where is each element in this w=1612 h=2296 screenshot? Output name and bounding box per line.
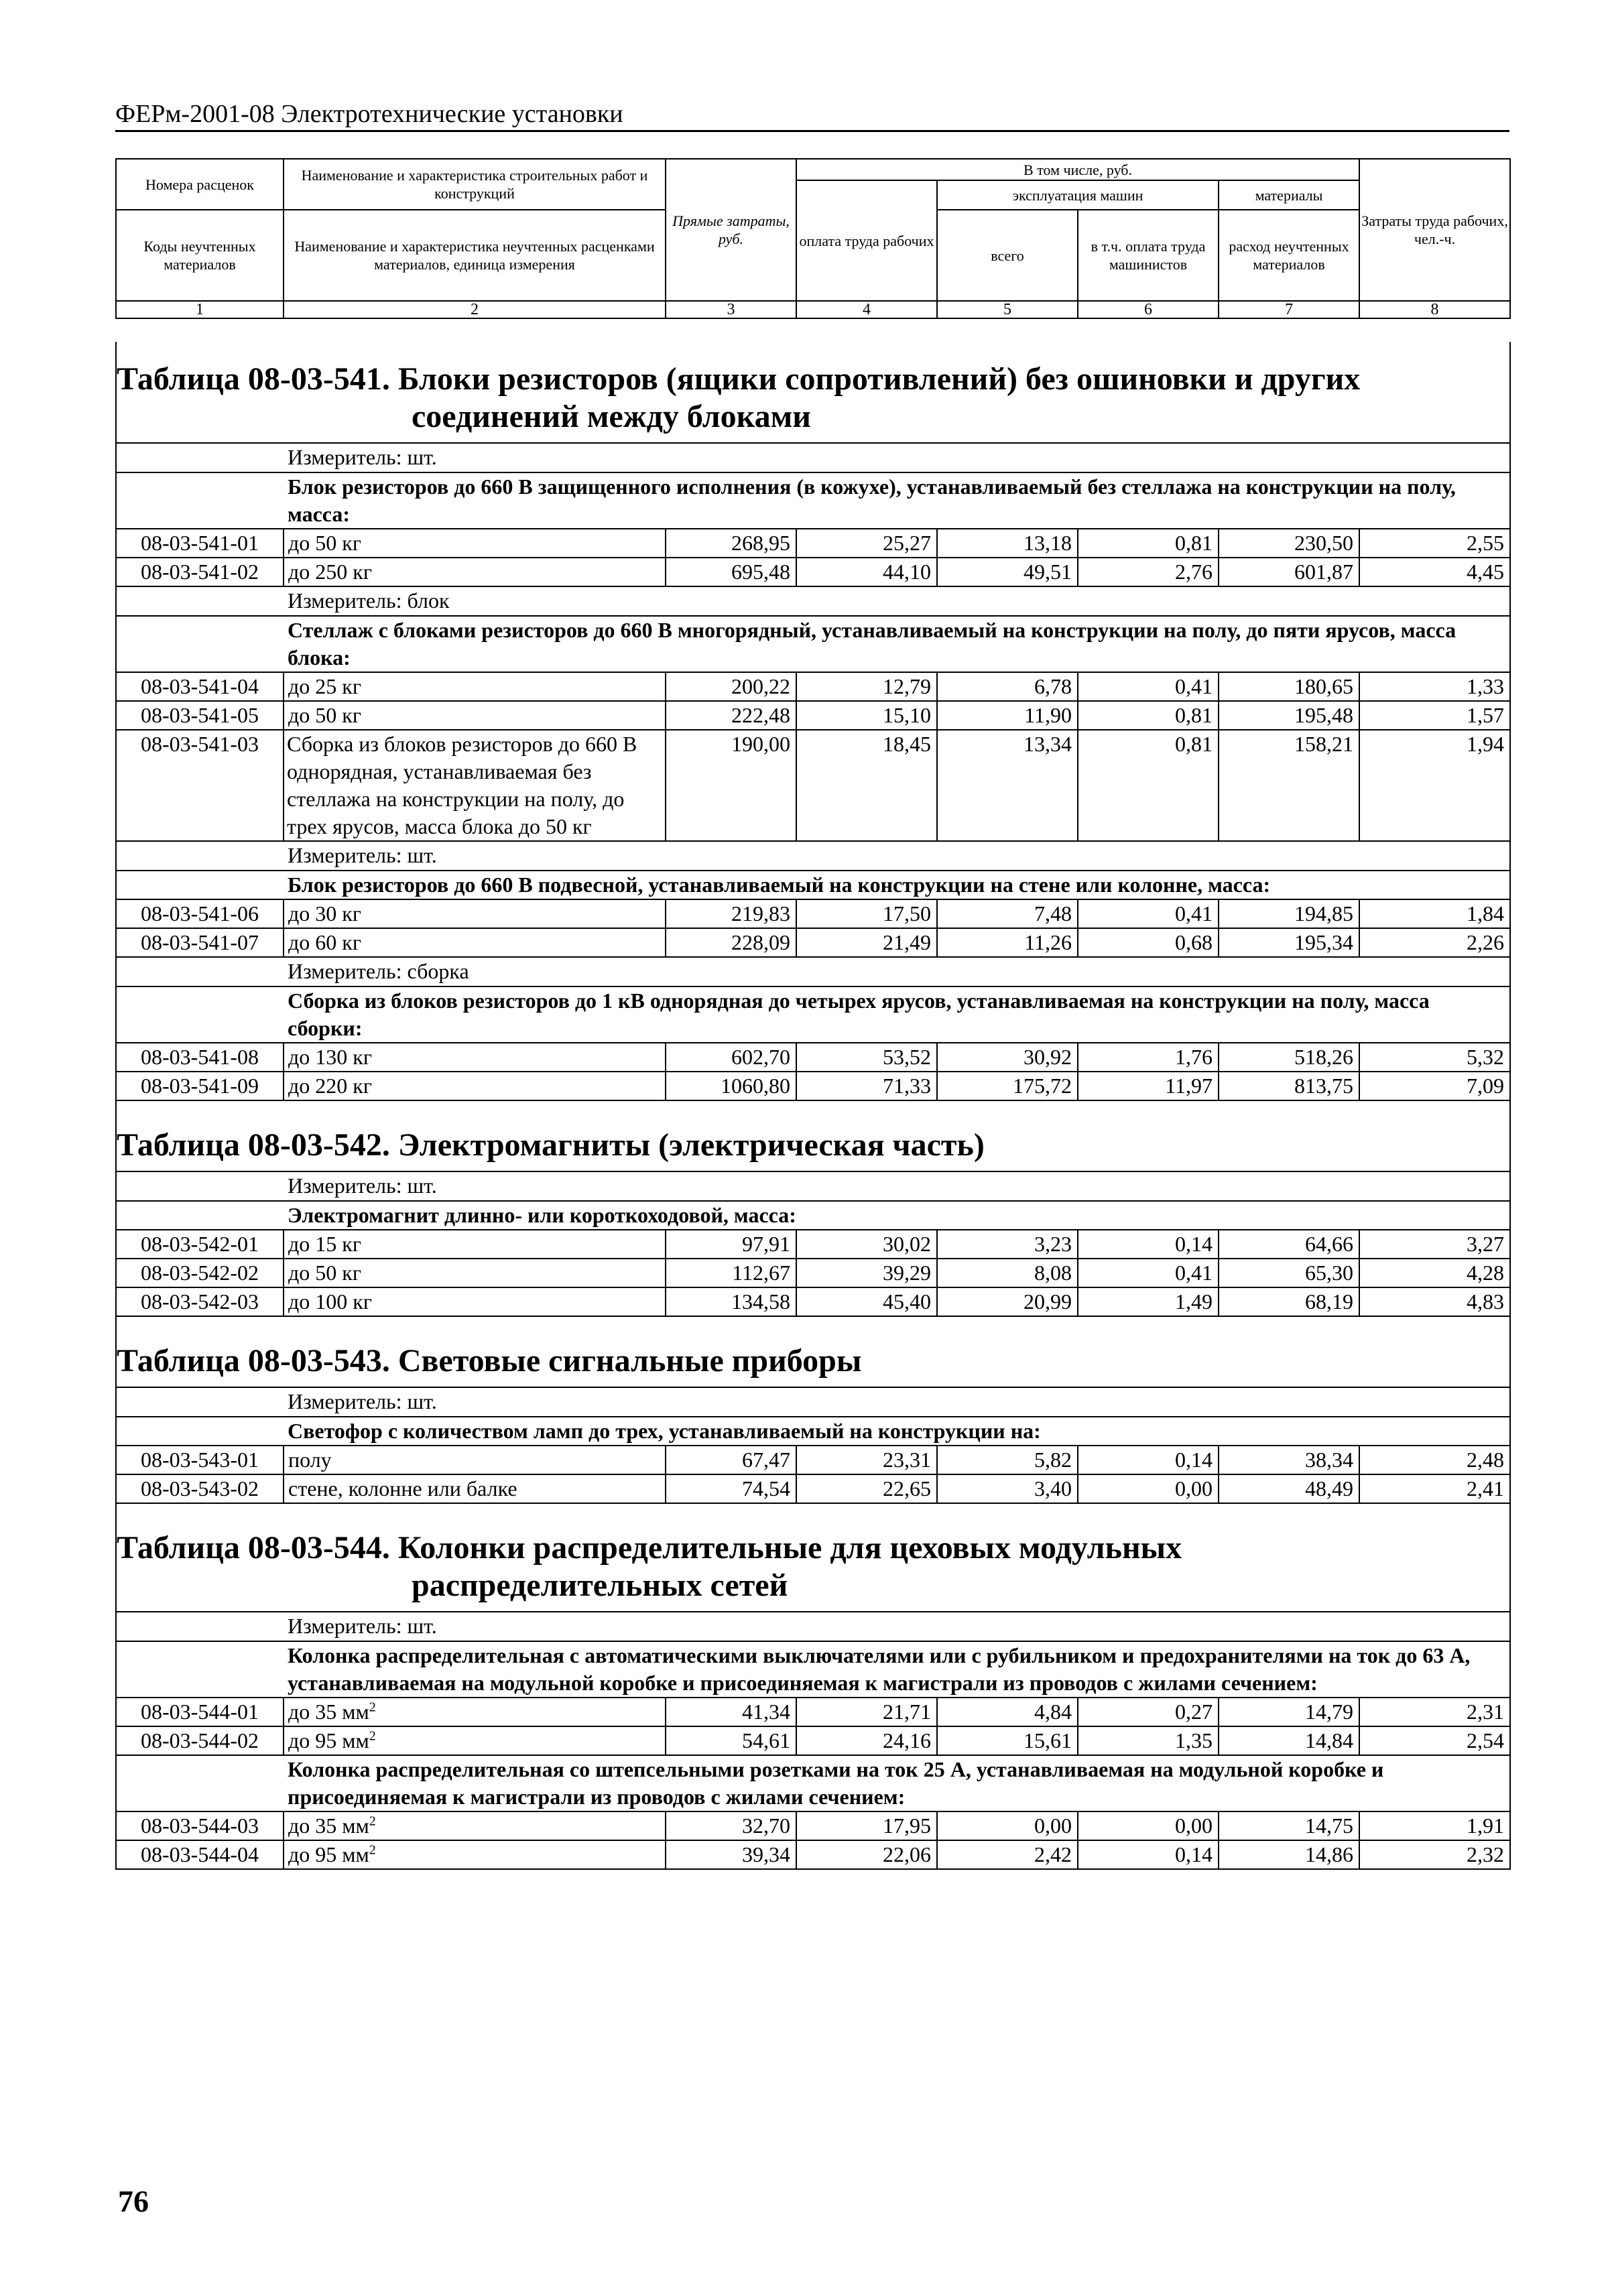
- value-c3: 190,00: [666, 730, 796, 841]
- table-title-cell: [116, 342, 1510, 443]
- value-c3: 219,83: [666, 899, 796, 928]
- value-c4: 21,71: [796, 1698, 937, 1726]
- rate-name-text: до 50 кг: [288, 1261, 361, 1285]
- header-number: 3: [666, 301, 796, 318]
- value-c4: 30,02: [796, 1230, 937, 1259]
- rate-name: [284, 1230, 666, 1259]
- table-title: [116, 1511, 1510, 1612]
- value-c4: 15,10: [796, 701, 937, 730]
- measure-blank: [116, 443, 284, 472]
- header-number: 5: [937, 301, 1078, 318]
- rate-code: 08-03-544-02: [116, 1726, 284, 1755]
- group-heading: Колонка распределительная с автоматическими выключателями или с рубильником и предохранителями на ток до 63 А, устанавливаемая на модульной коробке и присоединяемая к магистрали из проводов с жилами сечением:: [284, 1641, 1510, 1698]
- rates-table: [115, 342, 1511, 1870]
- table-title-cell: [116, 1108, 1510, 1171]
- value-c7: 14,84: [1219, 1726, 1359, 1755]
- section-spacer: [116, 1100, 1510, 1108]
- value-c5: 49,51: [937, 558, 1078, 586]
- value-c6: 0,00: [1078, 1811, 1219, 1840]
- value-c8: 2,55: [1359, 529, 1510, 558]
- value-c7: 230,50: [1219, 529, 1359, 558]
- value-c7: 195,34: [1219, 928, 1359, 957]
- rate-name: [284, 701, 666, 730]
- rate-name-text: стене, колонне или балке: [288, 1476, 517, 1501]
- value-c5: 20,99: [937, 1287, 1078, 1316]
- table-title-line1: Таблица 08-03-541. Блоки резисторов (ящики сопротивлений) без ошиновки и других: [117, 361, 1361, 397]
- table-row: [116, 1840, 1510, 1869]
- measure-unit-row: [116, 957, 1510, 986]
- value-c6: 0,41: [1078, 1259, 1219, 1287]
- value-c7: 65,30: [1219, 1259, 1359, 1287]
- table-row: [116, 1474, 1510, 1503]
- header-number: 2: [284, 301, 666, 318]
- value-c7: 180,65: [1219, 672, 1359, 701]
- section-spacer: [116, 1316, 1510, 1324]
- value-c7: 64,66: [1219, 1230, 1359, 1259]
- measure-blank: [116, 1387, 284, 1417]
- measure-blank: [116, 586, 284, 616]
- table-title-line1: Таблица 08-03-542. Электромагниты (электрическая часть): [117, 1127, 985, 1163]
- table-row: [116, 1698, 1510, 1726]
- rate-name-text: Сборка из блоков резисторов до 660 В однорядная, устанавливаемая без стеллажа на конструкции на полу, до трех ярусов, масса блока до 50 кг: [287, 732, 637, 838]
- value-c7: 195,48: [1219, 701, 1359, 730]
- rate-name-text: полу: [288, 1448, 332, 1472]
- measure-unit: Измеритель: блок: [284, 586, 1510, 616]
- rate-code: 08-03-543-02: [116, 1474, 284, 1503]
- measure-unit-row: [116, 443, 1510, 472]
- table-row: [116, 701, 1510, 730]
- value-c4: 12,79: [796, 672, 937, 701]
- group-heading: Блок резисторов до 660 В защищенного исполнения (в кожухе), устанавливаемый без стеллажа на конструкции на полу, масса:: [284, 472, 1510, 529]
- measure-blank: [116, 957, 284, 986]
- value-c6: 0,41: [1078, 672, 1219, 701]
- table-title-line1: Таблица 08-03-544. Колонки распределительные для цеховых модульных: [117, 1530, 1182, 1566]
- measure-blank: [116, 841, 284, 871]
- rate-name: [284, 899, 666, 928]
- value-c8: 2,41: [1359, 1474, 1510, 1503]
- rate-name-text: до 95 мм: [288, 1842, 369, 1866]
- header-col3: Прямые затраты, руб.: [666, 159, 796, 301]
- group-blank: [116, 1641, 284, 1698]
- value-c4: 39,29: [796, 1259, 937, 1287]
- value-c3: 39,34: [666, 1840, 796, 1869]
- measure-unit-row: [116, 841, 1510, 871]
- value-c5: 3,40: [937, 1474, 1078, 1503]
- measure-unit: Измеритель: шт.: [284, 1612, 1510, 1641]
- value-c4: 22,06: [796, 1840, 937, 1869]
- value-c6: 0,00: [1078, 1474, 1219, 1503]
- value-c4: 21,49: [796, 928, 937, 957]
- value-c3: 200,22: [666, 672, 796, 701]
- value-c4: 71,33: [796, 1072, 937, 1100]
- value-c4: 17,50: [796, 899, 937, 928]
- value-c8: 1,33: [1359, 672, 1510, 701]
- group-heading-row: [116, 1417, 1510, 1446]
- group-heading: Стеллаж с блоками резисторов до 660 В многорядный, устанавливаемый на конструкции на полу, до пяти ярусов, масса блока:: [284, 616, 1510, 672]
- rate-name: [284, 1259, 666, 1287]
- value-c3: 54,61: [666, 1726, 796, 1755]
- header-col5: всего: [937, 210, 1078, 301]
- group-heading-row: [116, 1755, 1510, 1811]
- measure-blank: [116, 1612, 284, 1641]
- value-c7: 38,34: [1219, 1446, 1359, 1474]
- rate-name-text: до 250 кг: [288, 560, 372, 584]
- table-row: [116, 1446, 1510, 1474]
- header-number: 8: [1359, 301, 1510, 318]
- header-col1-top: Номера расценок: [116, 159, 284, 210]
- value-c6: 1,35: [1078, 1726, 1219, 1755]
- value-c8: 7,09: [1359, 1072, 1510, 1100]
- header-col4: оплата труда рабочих: [796, 180, 937, 301]
- header-materials-label: материалы: [1219, 180, 1359, 210]
- value-c6: 0,81: [1078, 701, 1219, 730]
- rate-code: 08-03-541-05: [116, 701, 284, 730]
- page-number: 76: [118, 2184, 149, 2218]
- value-c3: 1060,80: [666, 1072, 796, 1100]
- value-c8: 2,26: [1359, 928, 1510, 957]
- rate-name: [284, 928, 666, 957]
- group-heading-row: [116, 871, 1510, 899]
- rate-name-text: до 35 мм: [288, 1813, 369, 1838]
- rate-code: 08-03-542-01: [116, 1230, 284, 1259]
- value-c6: 1,49: [1078, 1287, 1219, 1316]
- rate-name: [284, 1446, 666, 1474]
- value-c4: 23,31: [796, 1446, 937, 1474]
- rate-code: 08-03-541-04: [116, 672, 284, 701]
- group-blank: [116, 871, 284, 899]
- value-c3: 112,67: [666, 1259, 796, 1287]
- value-c3: 67,47: [666, 1446, 796, 1474]
- value-c6: 0,81: [1078, 730, 1219, 841]
- measure-unit-row: [116, 1387, 1510, 1417]
- section-spacer: [116, 1503, 1510, 1511]
- spacer-cell: [116, 1100, 1510, 1108]
- value-c5: 2,42: [937, 1840, 1078, 1869]
- rate-name-text: до 50 кг: [288, 531, 361, 555]
- value-c5: 6,78: [937, 672, 1078, 701]
- rate-name-text: до 130 кг: [288, 1045, 372, 1069]
- value-c8: 4,28: [1359, 1259, 1510, 1287]
- measure-unit: Измеритель: шт.: [284, 1387, 1510, 1417]
- value-c6: 0,41: [1078, 899, 1219, 928]
- rate-name: [284, 1474, 666, 1503]
- rate-code: 08-03-541-03: [116, 730, 284, 841]
- value-c7: 14,75: [1219, 1811, 1359, 1840]
- rate-name-text: до 30 кг: [288, 901, 361, 926]
- group-heading: Колонка распределительная со штепсельными розетками на ток 25 А, устанавливаемая на модульной коробке и присоединяемая к магистрали из проводов с жилами сечением:: [284, 1755, 1510, 1811]
- value-c7: 813,75: [1219, 1072, 1359, 1100]
- rate-name-superscript: 2: [369, 1728, 376, 1744]
- table-row: [116, 672, 1510, 701]
- value-c6: 0,14: [1078, 1840, 1219, 1869]
- measure-unit: Измеритель: шт.: [284, 1171, 1510, 1201]
- header-number: 7: [1219, 301, 1359, 318]
- group-heading-row: [116, 1201, 1510, 1230]
- rate-name-superscript: 2: [369, 1842, 376, 1858]
- rate-name: [284, 1726, 666, 1755]
- header-number: 1: [116, 301, 284, 318]
- group-blank: [116, 1417, 284, 1446]
- rate-code: 08-03-541-07: [116, 928, 284, 957]
- value-c5: 3,23: [937, 1230, 1078, 1259]
- value-c7: 14,86: [1219, 1840, 1359, 1869]
- rate-name-superscript: 2: [369, 1700, 376, 1715]
- spacer-cell: [116, 1503, 1510, 1511]
- value-c7: 518,26: [1219, 1043, 1359, 1072]
- value-c5: 15,61: [937, 1726, 1078, 1755]
- rate-name-superscript: 2: [369, 1813, 376, 1829]
- header-col7: расход неучтенных материалов: [1219, 210, 1359, 301]
- header-col2-top: Наименование и характеристика строительных работ и конструкций: [284, 159, 666, 210]
- rate-name-text: до 25 кг: [288, 674, 361, 698]
- table-row: [116, 1072, 1510, 1100]
- rate-name: [284, 558, 666, 586]
- value-c8: 2,48: [1359, 1446, 1510, 1474]
- value-c8: 1,91: [1359, 1811, 1510, 1840]
- value-c8: 4,83: [1359, 1287, 1510, 1316]
- value-c8: 3,27: [1359, 1230, 1510, 1259]
- rate-code: 08-03-542-03: [116, 1287, 284, 1316]
- header-group-label: В том числе, руб.: [796, 159, 1359, 180]
- header-col1-bottom: Коды неучтенных материалов: [116, 210, 284, 301]
- value-c5: 13,18: [937, 529, 1078, 558]
- value-c7: 158,21: [1219, 730, 1359, 841]
- measure-unit-row: [116, 1612, 1510, 1641]
- group-blank: [116, 616, 284, 672]
- table-row: [116, 1811, 1510, 1840]
- table-row: [116, 1726, 1510, 1755]
- rate-name: [284, 529, 666, 558]
- value-c4: 25,27: [796, 529, 937, 558]
- table-title-line2: распределительных сетей: [412, 1568, 788, 1603]
- rate-code: 08-03-541-01: [116, 529, 284, 558]
- table-row: [116, 1287, 1510, 1316]
- value-c8: 4,45: [1359, 558, 1510, 586]
- value-c7: 194,85: [1219, 899, 1359, 928]
- measure-blank: [116, 1171, 284, 1201]
- table-row: [116, 1043, 1510, 1072]
- value-c5: 5,82: [937, 1446, 1078, 1474]
- rate-name-text: до 220 кг: [288, 1074, 372, 1098]
- value-c5: 175,72: [937, 1072, 1078, 1100]
- value-c8: 2,54: [1359, 1726, 1510, 1755]
- rate-name: [284, 1072, 666, 1100]
- value-c5: 4,84: [937, 1698, 1078, 1726]
- rate-name-text: до 35 мм: [288, 1700, 369, 1724]
- value-c3: 41,34: [666, 1698, 796, 1726]
- rate-code: 08-03-541-09: [116, 1072, 284, 1100]
- value-c3: 268,95: [666, 529, 796, 558]
- value-c3: 222,48: [666, 701, 796, 730]
- rate-name-text: до 50 кг: [288, 703, 361, 727]
- value-c4: 45,40: [796, 1287, 937, 1316]
- header-col2-bottom: Наименование и характеристика неучтенных расценками материалов, единица измерения: [284, 210, 666, 301]
- group-heading-row: [116, 1641, 1510, 1698]
- value-c4: 44,10: [796, 558, 937, 586]
- table-row: [116, 928, 1510, 957]
- table-row: [116, 730, 1510, 841]
- table-title: [116, 342, 1510, 443]
- value-c3: 97,91: [666, 1230, 796, 1259]
- rate-code: 08-03-544-03: [116, 1811, 284, 1840]
- value-c6: 1,76: [1078, 1043, 1219, 1072]
- table-row: [116, 1230, 1510, 1259]
- value-c3: 134,58: [666, 1287, 796, 1316]
- value-c4: 53,52: [796, 1043, 937, 1072]
- measure-unit: Измеритель: сборка: [284, 957, 1510, 986]
- rate-name-text: до 15 кг: [288, 1232, 361, 1256]
- rate-code: 08-03-544-04: [116, 1840, 284, 1869]
- value-c6: 0,14: [1078, 1230, 1219, 1259]
- header-col6: в т.ч. оплата труда машинистов: [1078, 210, 1219, 301]
- value-c5: 7,48: [937, 899, 1078, 928]
- spacer-cell: [116, 1316, 1510, 1324]
- value-c5: 11,26: [937, 928, 1078, 957]
- value-c5: 30,92: [937, 1043, 1078, 1072]
- value-c8: 1,84: [1359, 899, 1510, 928]
- rate-code: 08-03-543-01: [116, 1446, 284, 1474]
- page-header: ФЕРм-2001-08 Электротехнические установки: [115, 99, 1509, 132]
- rate-name: [284, 1287, 666, 1316]
- rate-name-text: до 60 кг: [288, 930, 361, 954]
- table-title-cell: [116, 1511, 1510, 1612]
- header-machines-label: эксплуатация машин: [937, 180, 1219, 210]
- rate-code: 08-03-542-02: [116, 1259, 284, 1287]
- value-c5: 0,00: [937, 1811, 1078, 1840]
- table-row: [116, 558, 1510, 586]
- rate-code: 08-03-544-01: [116, 1698, 284, 1726]
- rate-name: [284, 672, 666, 701]
- group-heading: Электромагнит длинно- или короткоходовой, масса:: [284, 1201, 1510, 1230]
- value-c3: 228,09: [666, 928, 796, 957]
- table-title-line1: Таблица 08-03-543. Световые сигнальные приборы: [117, 1343, 862, 1379]
- group-blank: [116, 472, 284, 529]
- value-c4: 22,65: [796, 1474, 937, 1503]
- value-c4: 24,16: [796, 1726, 937, 1755]
- table-title: [116, 1324, 1510, 1387]
- rate-code: 08-03-541-06: [116, 899, 284, 928]
- group-blank: [116, 1755, 284, 1811]
- value-c8: 2,32: [1359, 1840, 1510, 1869]
- group-blank: [116, 1201, 284, 1230]
- rate-name: [284, 730, 666, 841]
- value-c6: 0,68: [1078, 928, 1219, 957]
- rate-code: 08-03-541-02: [116, 558, 284, 586]
- value-c7: 14,79: [1219, 1698, 1359, 1726]
- value-c6: 0,27: [1078, 1698, 1219, 1726]
- table-row: [116, 529, 1510, 558]
- group-heading: Сборка из блоков резисторов до 1 кВ однорядная до четырех ярусов, устанавливаемая на конструкции на полу, масса сборки:: [284, 986, 1510, 1043]
- table-row: [116, 899, 1510, 928]
- group-heading-row: [116, 986, 1510, 1043]
- rate-name-text: до 95 мм: [288, 1728, 369, 1752]
- value-c4: 18,45: [796, 730, 937, 841]
- column-header-table: [115, 158, 1511, 319]
- value-c6: 11,97: [1078, 1072, 1219, 1100]
- value-c6: 2,76: [1078, 558, 1219, 586]
- table-title: [116, 1108, 1510, 1171]
- value-c5: 8,08: [937, 1259, 1078, 1287]
- measure-unit: Измеритель: шт.: [284, 841, 1510, 871]
- value-c4: 17,95: [796, 1811, 937, 1840]
- table-row: [116, 1259, 1510, 1287]
- value-c3: 602,70: [666, 1043, 796, 1072]
- value-c8: 1,94: [1359, 730, 1510, 841]
- value-c3: 74,54: [666, 1474, 796, 1503]
- rate-name: [284, 1698, 666, 1726]
- group-heading-row: [116, 472, 1510, 529]
- header-col8: Затраты труда рабочих, чел.-ч.: [1359, 159, 1510, 301]
- rate-name-text: до 100 кг: [288, 1289, 372, 1314]
- value-c6: 0,14: [1078, 1446, 1219, 1474]
- value-c8: 2,31: [1359, 1698, 1510, 1726]
- value-c5: 13,34: [937, 730, 1078, 841]
- measure-unit-row: [116, 1171, 1510, 1201]
- group-heading: Светофор с количеством ламп до трех, устанавливаемый на конструкции на:: [284, 1417, 1510, 1446]
- value-c5: 11,90: [937, 701, 1078, 730]
- rate-code: 08-03-541-08: [116, 1043, 284, 1072]
- value-c3: 695,48: [666, 558, 796, 586]
- rate-name: [284, 1840, 666, 1869]
- measure-unit-row: [116, 586, 1510, 616]
- value-c6: 0,81: [1078, 529, 1219, 558]
- value-c7: 601,87: [1219, 558, 1359, 586]
- rate-name: [284, 1043, 666, 1072]
- header-number: 6: [1078, 301, 1219, 318]
- group-heading-row: [116, 616, 1510, 672]
- value-c7: 68,19: [1219, 1287, 1359, 1316]
- value-c8: 1,57: [1359, 701, 1510, 730]
- table-title-cell: [116, 1324, 1510, 1387]
- measure-unit: Измеритель: шт.: [284, 443, 1510, 472]
- header-number: 4: [796, 301, 937, 318]
- rate-name: [284, 1811, 666, 1840]
- value-c3: 32,70: [666, 1811, 796, 1840]
- value-c7: 48,49: [1219, 1474, 1359, 1503]
- group-blank: [116, 986, 284, 1043]
- group-heading: Блок резисторов до 660 В подвесной, устанавливаемый на конструкции на стене или колонне, масса:: [284, 871, 1510, 899]
- table-title-line2: соединений между блоками: [412, 399, 811, 434]
- value-c8: 5,32: [1359, 1043, 1510, 1072]
